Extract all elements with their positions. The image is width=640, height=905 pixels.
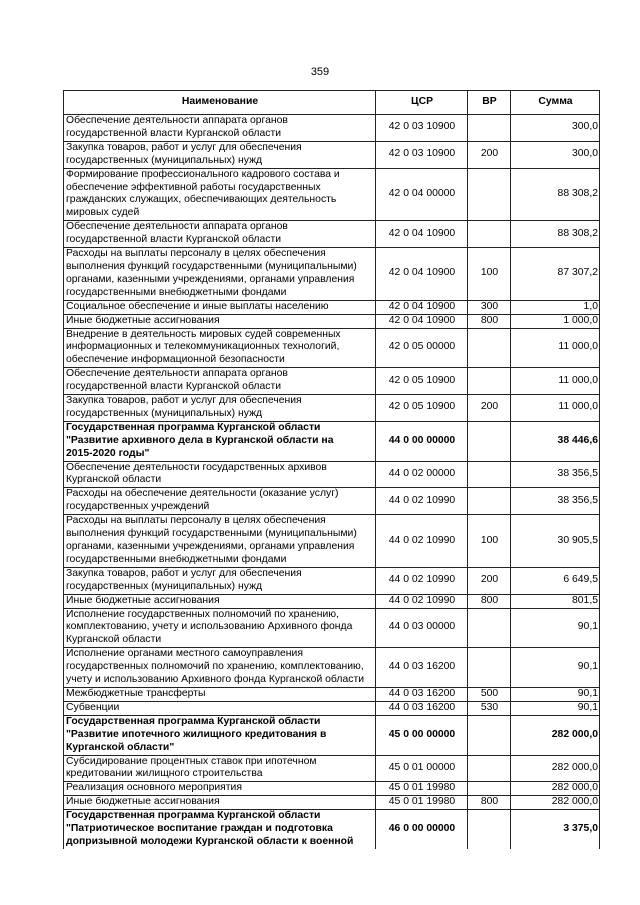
cell-name: Исполнение государственных полномочий по хранению, комплектованию, учету и использованию Архивного фонда Курганской области [64,608,376,648]
table-row [64,368,600,395]
cell-name: Обеспечение деятельности государственных архивов Курганской области [64,461,376,488]
table-row [64,461,600,488]
cell-csr: 44 0 03 00000 [376,608,468,648]
cell-sum: 11 000,0 [511,368,600,395]
cell-name: Обеспечение деятельности аппарата органов государственной власти Курганской области [64,221,376,248]
cell-csr: 44 0 03 16200 [376,648,468,688]
cell-sum: 300,0 [511,141,600,168]
cell-sum: 90,1 [511,701,600,715]
cell-vr [468,810,511,849]
cell-vr: 800 [468,796,511,810]
cell-csr: 44 0 02 00000 [376,461,468,488]
cell-sum: 90,1 [511,608,600,648]
cell-vr: 100 [468,515,511,568]
table-row [64,141,600,168]
cell-vr: 300 [468,300,511,314]
cell-name: Закупка товаров, работ и услуг для обеспечения государственных (муниципальных) нужд [64,395,376,422]
cell-name: Закупка товаров, работ и услуг для обеспечения государственных (муниципальных) нужд [64,141,376,168]
cell-name: Обеспечение деятельности аппарата органов государственной власти Курганской области [64,368,376,395]
table-row [64,421,600,461]
table-row [64,221,600,248]
table-row [64,248,600,301]
cell-name: Социальное обеспечение и иные выплаты населению [64,300,376,314]
cell-csr: 45 0 01 19980 [376,796,468,810]
cell-csr: 44 0 02 10990 [376,567,468,594]
cell-name: Иные бюджетные ассигнования [64,594,376,608]
cell-vr [468,461,511,488]
cell-csr: 44 0 03 16200 [376,701,468,715]
cell-sum: 90,1 [511,648,600,688]
table-row [64,567,600,594]
cell-name: Субсидирование процентных ставок при ипотечном кредитовании жилищного строительства [64,755,376,782]
cell-csr: 46 0 00 00000 [376,810,468,849]
table-row [64,782,600,796]
table-row [64,488,600,515]
cell-sum: 282 000,0 [511,782,600,796]
cell-sum: 1 000,0 [511,314,600,328]
cell-vr [468,715,511,755]
cell-vr [468,328,511,368]
cell-vr: 200 [468,395,511,422]
table-row [64,515,600,568]
cell-sum: 38 356,5 [511,488,600,515]
cell-sum: 38 446,6 [511,421,600,461]
cell-sum: 90,1 [511,687,600,701]
table-row [64,648,600,688]
table-row [64,168,600,221]
cell-name: Иные бюджетные ассигнования [64,314,376,328]
cell-name: Расходы на обеспечение деятельности (оказание услуг) государственных учреждений [64,488,376,515]
cell-name: Государственная программа Курганской области "Развитие архивного дела в Курганской области на 2015-2020 годы" [64,421,376,461]
cell-vr [468,648,511,688]
cell-name: Иные бюджетные ассигнования [64,796,376,810]
cell-vr: 530 [468,701,511,715]
cell-csr: 42 0 03 10900 [376,141,468,168]
cell-name: Внедрение в деятельность мировых судей современных информационных и телекоммуникационных технологий, обеспечение информационной безопасности [64,328,376,368]
cell-sum: 300,0 [511,115,600,142]
cell-csr: 44 0 02 10990 [376,515,468,568]
cell-sum: 30 905,5 [511,515,600,568]
cell-name: Расходы на выплаты персоналу в целях обеспечения выполнения функций государственными (муниципальными) органами, казенными учреждениями, органами управления государственными внебюджетными фондами [64,515,376,568]
cell-sum: 3 375,0 [511,810,600,849]
cell-csr: 42 0 04 10900 [376,300,468,314]
table-row [64,810,600,849]
cell-vr: 800 [468,594,511,608]
cell-csr: 42 0 04 10900 [376,314,468,328]
cell-csr: 42 0 03 10900 [376,115,468,142]
cell-vr [468,168,511,221]
cell-vr: 800 [468,314,511,328]
table-row [64,701,600,715]
cell-name: Государственная программа Курганской области "Развитие ипотечного жилищного кредитования в Курганской области" [64,715,376,755]
cell-vr [468,368,511,395]
header-vr: ВР [468,91,511,115]
cell-vr: 200 [468,567,511,594]
cell-name: Обеспечение деятельности аппарата органов государственной власти Курганской области [64,115,376,142]
cell-sum: 11 000,0 [511,395,600,422]
cell-vr [468,608,511,648]
cell-vr [468,115,511,142]
header-name: Наименование [64,91,376,115]
cell-sum: 6 649,5 [511,567,600,594]
cell-vr [468,421,511,461]
cell-csr: 44 0 00 00000 [376,421,468,461]
cell-csr: 42 0 04 00000 [376,168,468,221]
table-row [64,328,600,368]
header-sum: Сумма [511,91,600,115]
cell-vr: 100 [468,248,511,301]
cell-csr: 45 0 01 19980 [376,782,468,796]
cell-name: Реализация основного мероприятия [64,782,376,796]
cell-sum: 38 356,5 [511,461,600,488]
cell-name: Формирование профессионального кадрового состава и обеспечение эффективной работы государственных гражданских служащих, обеспечивающих деятельность мировых судей [64,168,376,221]
cell-sum: 801,5 [511,594,600,608]
table-row [64,115,600,142]
cell-name: Расходы на выплаты персоналу в целях обеспечения выполнения функций государственными (муниципальными) органами, казенными учреждениями, органами управления государственными внебюджетными фондами [64,248,376,301]
cell-csr: 42 0 05 10900 [376,368,468,395]
cell-csr: 42 0 04 10900 [376,248,468,301]
table-row [64,796,600,810]
cell-sum: 1,0 [511,300,600,314]
cell-csr: 44 0 02 10990 [376,488,468,515]
cell-vr: 200 [468,141,511,168]
cell-name: Межбюджетные трансферты [64,687,376,701]
cell-name: Государственная программа Курганской области "Патриотическое воспитание граждан и подготовка допризывной молодежи Курганской области к военной [64,810,376,849]
table-row [64,594,600,608]
cell-csr: 44 0 03 16200 [376,687,468,701]
cell-sum: 11 000,0 [511,328,600,368]
table-row [64,715,600,755]
cell-sum: 87 307,2 [511,248,600,301]
cell-name: Субвенции [64,701,376,715]
cell-sum: 88 308,2 [511,168,600,221]
cell-vr [468,221,511,248]
cell-sum: 282 000,0 [511,796,600,810]
table-row [64,395,600,422]
cell-vr [468,755,511,782]
cell-csr: 42 0 05 10900 [376,395,468,422]
cell-vr: 500 [468,687,511,701]
cell-csr: 42 0 05 00000 [376,328,468,368]
cell-sum: 282 000,0 [511,715,600,755]
cell-csr: 45 0 00 00000 [376,715,468,755]
cell-sum: 88 308,2 [511,221,600,248]
table-row [64,314,600,328]
page-number: 359 [310,66,330,78]
cell-name: Закупка товаров, работ и услуг для обеспечения государственных (муниципальных) нужд [64,567,376,594]
cell-csr: 42 0 04 10900 [376,221,468,248]
cell-sum: 282 000,0 [511,755,600,782]
budget-table [63,90,600,849]
cell-vr [468,488,511,515]
header-csr: ЦСР [376,91,468,115]
table-row [64,687,600,701]
cell-name: Исполнение органами местного самоуправления государственных полномочий по хранению, комплектованию, учету и использованию Архивного фонда Курганской области [64,648,376,688]
table-row [64,608,600,648]
table-row [64,755,600,782]
table-row [64,300,600,314]
cell-csr: 45 0 01 00000 [376,755,468,782]
cell-csr: 44 0 02 10990 [376,594,468,608]
table-header-row [64,91,600,115]
cell-vr [468,782,511,796]
